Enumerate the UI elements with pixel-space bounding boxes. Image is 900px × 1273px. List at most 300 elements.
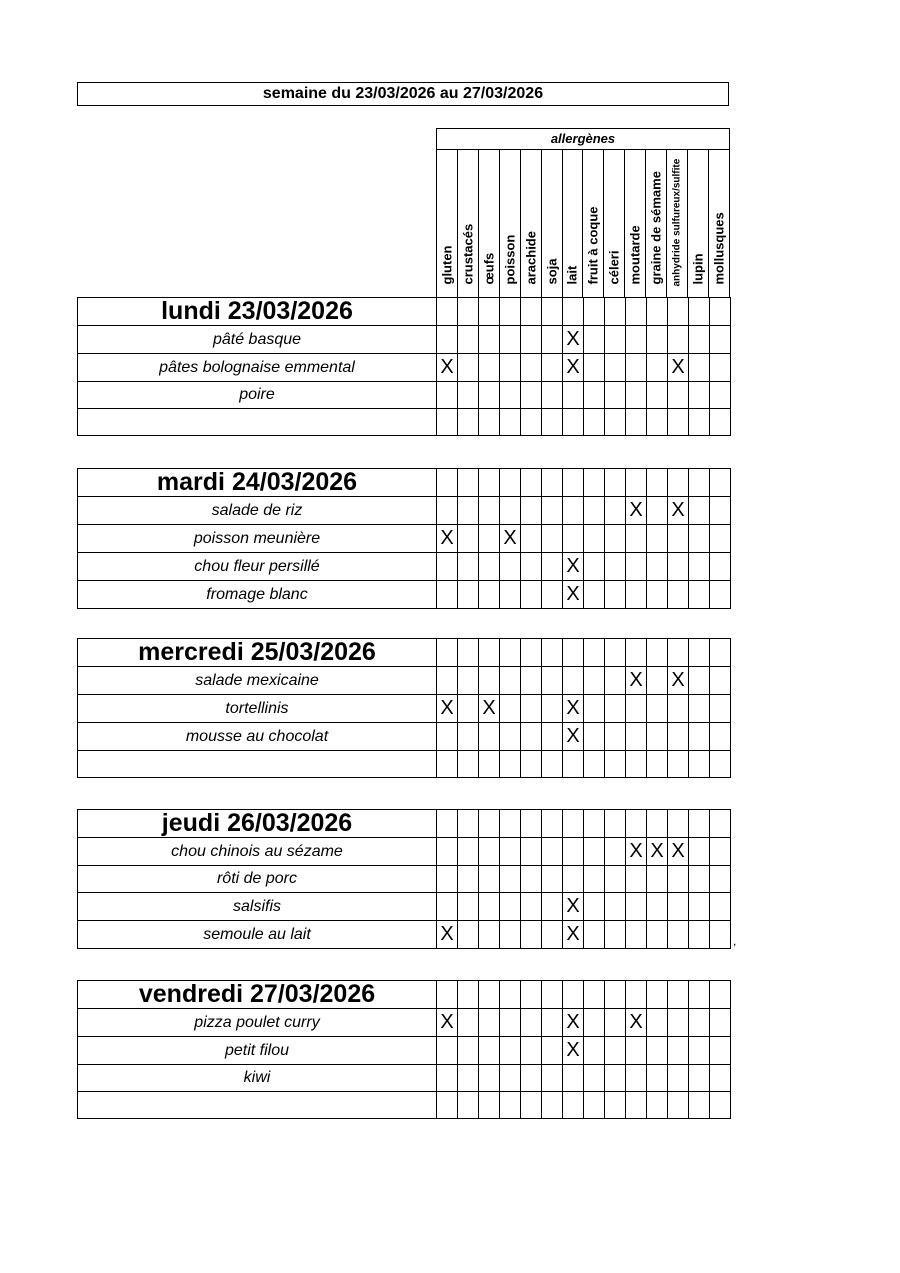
dish-row xyxy=(78,1092,731,1119)
dish-name: chou chinois au sézame xyxy=(78,838,437,866)
allergen-cell xyxy=(437,838,458,866)
allergen-cell xyxy=(563,382,584,409)
allergen-cell xyxy=(626,469,647,497)
allergen-cell xyxy=(689,326,710,354)
allergen-cell xyxy=(668,866,689,893)
allergen-cell xyxy=(437,581,458,609)
dish-name: pâté basque xyxy=(78,326,437,354)
allergen-cell xyxy=(710,1037,731,1065)
allergen-label: soja xyxy=(544,258,560,285)
allergen-cell xyxy=(647,723,668,751)
allergen-cell xyxy=(710,981,731,1009)
allergen-cell xyxy=(500,409,521,436)
allergen-cell xyxy=(647,1092,668,1119)
allergen-cell xyxy=(479,326,500,354)
allergen-cell xyxy=(626,1065,647,1092)
allergen-cell xyxy=(710,469,731,497)
allergen-cell xyxy=(563,810,584,838)
allergen-cell xyxy=(500,354,521,382)
allergen-cell xyxy=(458,581,479,609)
allergen-cell xyxy=(563,469,584,497)
allergen-label: mollusques xyxy=(711,212,727,285)
allergen-cell xyxy=(542,751,563,778)
allergen-cell xyxy=(689,751,710,778)
allergen-cell xyxy=(605,751,626,778)
allergen-cell xyxy=(563,866,584,893)
allergen-cell xyxy=(626,810,647,838)
allergen-cell xyxy=(479,838,500,866)
allergen-cell xyxy=(710,723,731,751)
allergen-cell xyxy=(689,497,710,525)
allergen-cell xyxy=(710,838,731,866)
allergen-cell xyxy=(710,1092,731,1119)
allergen-cell xyxy=(668,1065,689,1092)
dish-name xyxy=(78,409,437,436)
allergen-mark: X xyxy=(563,581,584,609)
allergen-cell xyxy=(647,921,668,949)
allergen-mark: X xyxy=(563,326,584,354)
allergen-cell xyxy=(500,1009,521,1037)
dish-name xyxy=(78,1092,437,1119)
allergen-cell xyxy=(605,553,626,581)
allergen-cell xyxy=(710,525,731,553)
allergen-cell xyxy=(710,326,731,354)
allergen-cell xyxy=(521,810,542,838)
allergen-cell xyxy=(626,893,647,921)
allergen-cell xyxy=(584,525,605,553)
allergen-cell xyxy=(542,354,563,382)
allergen-cell xyxy=(500,1065,521,1092)
allergen-cell xyxy=(521,525,542,553)
allergen-cell xyxy=(521,1037,542,1065)
allergen-cell xyxy=(710,695,731,723)
allergen-cell xyxy=(542,326,563,354)
allergen-cell xyxy=(605,469,626,497)
allergen-cell xyxy=(647,497,668,525)
allergen-cell xyxy=(437,810,458,838)
dish-row xyxy=(78,838,731,866)
allergen-cell xyxy=(710,382,731,409)
allergen-mark: X xyxy=(479,695,500,723)
allergen-cell xyxy=(647,553,668,581)
allergen-mark: X xyxy=(563,1037,584,1065)
allergen-cell xyxy=(521,581,542,609)
allergen-cell xyxy=(500,893,521,921)
allergen-cell xyxy=(605,326,626,354)
allergen-cell xyxy=(521,893,542,921)
allergen-cell xyxy=(584,469,605,497)
allergen-header xyxy=(436,128,730,298)
allergen-cell xyxy=(626,409,647,436)
allergen-cell xyxy=(605,810,626,838)
allergen-cell xyxy=(710,921,731,949)
allergen-cell xyxy=(542,298,563,326)
allergen-cell xyxy=(563,525,584,553)
allergen-cell xyxy=(668,298,689,326)
week-title: semaine du 23/03/2026 au 27/03/2026 xyxy=(77,82,729,106)
allergen-cell xyxy=(563,838,584,866)
dish-row xyxy=(78,326,731,354)
day-name: vendredi 27/03/2026 xyxy=(78,981,437,1009)
allergen-mark: X xyxy=(437,1009,458,1037)
dish-name: petit filou xyxy=(78,1037,437,1065)
allergen-cell xyxy=(458,723,479,751)
allergen-cell xyxy=(668,382,689,409)
allergen-cell xyxy=(584,921,605,949)
allergen-cell xyxy=(647,866,668,893)
allergen-cell xyxy=(626,751,647,778)
allergen-cell xyxy=(521,751,542,778)
allergen-columns xyxy=(437,150,729,298)
allergen-cell xyxy=(668,1037,689,1065)
allergen-cell xyxy=(668,893,689,921)
allergen-cell xyxy=(521,298,542,326)
allergen-cell xyxy=(584,810,605,838)
allergen-cell xyxy=(542,810,563,838)
allergen-cell xyxy=(500,751,521,778)
allergen-cell xyxy=(689,469,710,497)
allergen-cell xyxy=(458,382,479,409)
allergen-cell xyxy=(689,1065,710,1092)
allergen-cell xyxy=(689,981,710,1009)
allergen-cell xyxy=(479,810,500,838)
dish-name: pizza poulet curry xyxy=(78,1009,437,1037)
allergen-cell xyxy=(584,893,605,921)
dish-row xyxy=(78,382,731,409)
allergen-cell xyxy=(605,695,626,723)
allergen-cell xyxy=(458,639,479,667)
allergen-cell xyxy=(521,1065,542,1092)
allergen-cell xyxy=(542,838,563,866)
allergen-cell xyxy=(584,695,605,723)
allergen-cell xyxy=(500,723,521,751)
allergen-cell xyxy=(605,298,626,326)
allergen-cell xyxy=(521,1092,542,1119)
allergen-cell xyxy=(647,893,668,921)
allergen-cell xyxy=(521,382,542,409)
dish-row xyxy=(78,751,731,778)
day-table xyxy=(77,468,731,609)
allergen-cell xyxy=(689,723,710,751)
allergen-mark: X xyxy=(563,695,584,723)
allergen-cell xyxy=(710,553,731,581)
allergen-cell xyxy=(542,893,563,921)
allergen-cell xyxy=(710,667,731,695)
allergen-cell xyxy=(689,1009,710,1037)
allergen-cell xyxy=(689,354,710,382)
dish-name: pâtes bolognaise emmental xyxy=(78,354,437,382)
allergen-mark: X xyxy=(668,667,689,695)
allergen-cell xyxy=(542,639,563,667)
allergen-cell xyxy=(668,581,689,609)
allergen-cell xyxy=(521,1009,542,1037)
allergen-cell xyxy=(542,1009,563,1037)
dish-row xyxy=(78,667,731,695)
allergen-cell xyxy=(479,497,500,525)
dish-row xyxy=(78,695,731,723)
allergen-column-header xyxy=(479,150,500,298)
allergen-column-header xyxy=(563,150,584,298)
allergen-cell xyxy=(626,1092,647,1119)
allergen-cell xyxy=(668,723,689,751)
allergen-cell xyxy=(458,553,479,581)
allergen-cell xyxy=(689,581,710,609)
allergen-mark: X xyxy=(563,723,584,751)
allergen-cell xyxy=(500,553,521,581)
allergen-cell xyxy=(542,382,563,409)
allergen-cell xyxy=(584,1037,605,1065)
allergen-column-header xyxy=(688,150,709,298)
allergen-cell xyxy=(500,639,521,667)
allergen-cell xyxy=(458,298,479,326)
allergen-cell xyxy=(605,866,626,893)
allergen-cell xyxy=(605,354,626,382)
allergen-label: gluten xyxy=(439,245,455,285)
allergen-cell xyxy=(563,1065,584,1092)
allergen-cell xyxy=(437,326,458,354)
allergen-cell xyxy=(437,981,458,1009)
allergen-cell xyxy=(626,581,647,609)
allergen-cell xyxy=(479,1037,500,1065)
allergen-cell xyxy=(458,751,479,778)
allergen-cell xyxy=(668,525,689,553)
allergen-cell xyxy=(689,695,710,723)
allergen-cell xyxy=(437,382,458,409)
allergen-cell xyxy=(605,409,626,436)
allergen-cell xyxy=(563,639,584,667)
allergen-label: arachide xyxy=(523,231,539,285)
allergen-cell xyxy=(521,469,542,497)
allergen-cell xyxy=(458,1037,479,1065)
dish-row xyxy=(78,581,731,609)
dish-row xyxy=(78,921,731,949)
allergen-cell xyxy=(689,525,710,553)
allergen-cell xyxy=(521,921,542,949)
allergen-cell xyxy=(437,751,458,778)
allergen-cell xyxy=(437,409,458,436)
dish-row xyxy=(78,553,731,581)
allergen-cell xyxy=(479,866,500,893)
allergen-cell xyxy=(521,981,542,1009)
allergen-cell xyxy=(668,639,689,667)
dish-row xyxy=(78,497,731,525)
day-table xyxy=(77,638,731,778)
allergen-cell xyxy=(626,553,647,581)
allergen-cell xyxy=(647,581,668,609)
allergen-cell xyxy=(647,354,668,382)
allergen-mark: X xyxy=(563,893,584,921)
allergen-cell xyxy=(710,1065,731,1092)
allergen-cell xyxy=(521,354,542,382)
allergen-cell xyxy=(521,838,542,866)
allergen-cell xyxy=(710,810,731,838)
allergen-cell xyxy=(584,553,605,581)
allergen-cell xyxy=(647,409,668,436)
allergen-cell xyxy=(563,1092,584,1119)
allergen-column-header xyxy=(500,150,521,298)
allergen-cell xyxy=(626,723,647,751)
day-table xyxy=(77,809,731,949)
allergen-cell xyxy=(542,667,563,695)
dish-row xyxy=(78,525,731,553)
allergen-cell xyxy=(647,382,668,409)
allergen-cell xyxy=(626,639,647,667)
allergen-cell xyxy=(437,1065,458,1092)
allergen-mark: X xyxy=(647,838,668,866)
allergen-cell xyxy=(500,921,521,949)
allergen-cell xyxy=(626,1037,647,1065)
allergen-label: graine de sémame xyxy=(648,171,664,285)
allergen-cell xyxy=(500,866,521,893)
allergen-cell xyxy=(500,326,521,354)
allergen-cell xyxy=(710,639,731,667)
allergen-cell xyxy=(584,667,605,695)
allergen-cell xyxy=(458,695,479,723)
allergen-cell xyxy=(542,695,563,723)
allergen-cell xyxy=(500,667,521,695)
allergen-cell xyxy=(605,667,626,695)
allergen-cell xyxy=(458,469,479,497)
allergen-cell xyxy=(626,866,647,893)
allergen-cell xyxy=(668,553,689,581)
allergen-cell xyxy=(584,981,605,1009)
allergen-cell xyxy=(521,553,542,581)
allergen-cell xyxy=(521,326,542,354)
allergen-cell xyxy=(647,639,668,667)
allergen-cell xyxy=(500,581,521,609)
allergen-cell xyxy=(479,751,500,778)
allergen-mark: X xyxy=(626,838,647,866)
allergen-label: anhydride sulfureux/sulfite xyxy=(671,158,683,287)
allergen-cell xyxy=(458,354,479,382)
allergen-mark: X xyxy=(626,1009,647,1037)
allergen-cell xyxy=(584,497,605,525)
allergen-column-header xyxy=(542,150,563,298)
allergen-cell xyxy=(479,382,500,409)
allergen-mark: X xyxy=(500,525,521,553)
stray-mark: , xyxy=(733,934,737,948)
allergen-cell xyxy=(479,639,500,667)
allergen-cell xyxy=(626,525,647,553)
allergen-cell xyxy=(458,326,479,354)
allergen-cell xyxy=(500,838,521,866)
allergen-mark: X xyxy=(563,553,584,581)
allergen-cell xyxy=(626,326,647,354)
allergen-cell xyxy=(647,469,668,497)
allergen-cell xyxy=(668,326,689,354)
allergen-cell xyxy=(542,866,563,893)
allergen-cell xyxy=(584,298,605,326)
allergen-mark: X xyxy=(437,525,458,553)
allergen-mark: X xyxy=(563,354,584,382)
allergen-cell xyxy=(458,866,479,893)
dish-row xyxy=(78,409,731,436)
allergen-cell xyxy=(647,695,668,723)
allergen-cell xyxy=(479,525,500,553)
allergen-cell xyxy=(605,525,626,553)
allergen-cell xyxy=(605,1065,626,1092)
allergen-cell xyxy=(500,1037,521,1065)
allergen-label: lait xyxy=(564,265,580,285)
allergen-cell xyxy=(521,667,542,695)
allergen-cell xyxy=(542,497,563,525)
allergen-cell xyxy=(542,981,563,1009)
allergen-mark: X xyxy=(626,667,647,695)
allergen-cell xyxy=(668,409,689,436)
allergen-cell xyxy=(542,1037,563,1065)
allergen-cell xyxy=(647,810,668,838)
allergen-mark: X xyxy=(626,497,647,525)
allergen-cell xyxy=(689,893,710,921)
allergen-column-header xyxy=(646,150,667,298)
allergen-cell xyxy=(584,838,605,866)
allergen-cell xyxy=(437,866,458,893)
dish-name: kiwi xyxy=(78,1065,437,1092)
dish-name: mousse au chocolat xyxy=(78,723,437,751)
allergen-column-header xyxy=(667,150,688,298)
allergen-cell xyxy=(689,298,710,326)
allergen-cell xyxy=(605,723,626,751)
allergen-column-header xyxy=(625,150,646,298)
allergen-title: allergènes xyxy=(437,129,729,150)
allergen-cell xyxy=(479,469,500,497)
allergen-cell xyxy=(584,751,605,778)
allergen-cell xyxy=(605,639,626,667)
allergen-mark: X xyxy=(563,921,584,949)
allergen-cell xyxy=(668,1009,689,1037)
allergen-cell xyxy=(584,639,605,667)
allergen-cell xyxy=(668,1092,689,1119)
day-name: mercredi 25/03/2026 xyxy=(78,639,437,667)
allergen-mark: X xyxy=(437,695,458,723)
allergen-cell xyxy=(710,866,731,893)
allergen-cell xyxy=(458,1065,479,1092)
allergen-label: lupin xyxy=(690,253,706,285)
allergen-cell xyxy=(689,667,710,695)
allergen-cell xyxy=(479,921,500,949)
allergen-cell xyxy=(710,1009,731,1037)
allergen-cell xyxy=(500,382,521,409)
allergen-cell xyxy=(710,354,731,382)
allergen-cell xyxy=(689,553,710,581)
allergen-column-header xyxy=(583,150,604,298)
allergen-cell xyxy=(542,525,563,553)
allergen-cell xyxy=(668,981,689,1009)
allergen-cell xyxy=(626,354,647,382)
allergen-cell xyxy=(437,298,458,326)
day-name: jeudi 26/03/2026 xyxy=(78,810,437,838)
allergen-cell xyxy=(689,409,710,436)
allergen-cell xyxy=(458,497,479,525)
allergen-cell xyxy=(500,298,521,326)
allergen-label: poisson xyxy=(502,234,518,285)
allergen-cell xyxy=(605,382,626,409)
allergen-cell xyxy=(458,1092,479,1119)
allergen-cell xyxy=(647,326,668,354)
allergen-cell xyxy=(668,695,689,723)
allergen-cell xyxy=(500,981,521,1009)
allergen-cell xyxy=(479,1065,500,1092)
allergen-cell xyxy=(521,866,542,893)
allergen-cell xyxy=(542,409,563,436)
allergen-cell xyxy=(542,553,563,581)
allergen-cell xyxy=(584,326,605,354)
allergen-cell xyxy=(458,525,479,553)
allergen-cell xyxy=(584,581,605,609)
allergen-cell xyxy=(479,409,500,436)
allergen-column-header xyxy=(604,150,625,298)
allergen-cell xyxy=(542,723,563,751)
